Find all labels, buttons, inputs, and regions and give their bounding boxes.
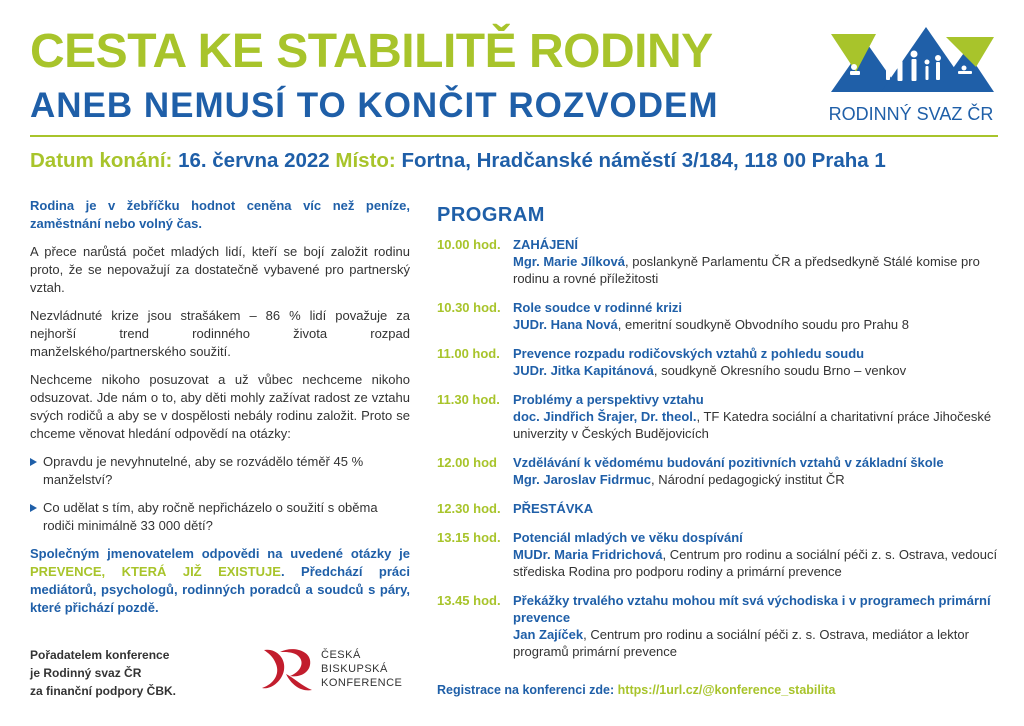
- program-time: 10.30 hod.: [437, 300, 501, 315]
- cbk-logo-icon: [256, 644, 316, 694]
- program-list: [437, 236, 1002, 672]
- program-speaker: Mgr. Jaroslav Fidrmuc: [513, 472, 651, 487]
- program-topic: ZAHÁJENÍ: [513, 237, 579, 252]
- registration-link[interactable]: https://1url.cz/@konference_stabilita: [617, 683, 836, 697]
- registration-label: Registrace na konferenci zde:: [437, 683, 615, 697]
- program-item: [437, 236, 1002, 287]
- intro-paragraph: A přece narůstá počet mladých lidí, kteří se bojí založit rodinu proto, že se nepovažují za dostatečně vybavené pro partnerský vztah.: [30, 244, 410, 295]
- program-time: 13.15 hod.: [437, 530, 501, 545]
- question-bullet: Opravdu je nevyhnutelné, aby se rozvádělo téměř 45 % manželství?: [30, 453, 410, 489]
- logo-text: RODINNÝ SVAZ ČR: [828, 104, 994, 124]
- program-topic: Překážky trvalého vztahu mohou mít svá východiska i v programech primární prevence: [513, 593, 991, 625]
- page-subtitle: ANEB NEMUSÍ TO KONČIT ROZVODEM: [30, 86, 719, 125]
- organizer-line: Pořadatelem konference: [30, 648, 170, 662]
- page-title: CESTA KE STABILITĚ RODINY: [30, 25, 713, 78]
- program-heading: PROGRAM: [437, 204, 545, 226]
- cbk-name: [321, 648, 402, 690]
- program-topic: Vzdělávání k vědomému budování pozitivních vztahů v základní škole: [513, 455, 944, 470]
- prevention-highlight: PREVENCE, KTERÁ JIŽ EXISTUJE: [30, 564, 281, 579]
- program-topic: PŘESTÁVKA: [513, 501, 594, 516]
- program-time: 12.30 hod.: [437, 501, 501, 516]
- date-value: 16. června 2022: [178, 149, 330, 172]
- program-item: [437, 391, 1002, 442]
- header-divider: [30, 135, 998, 137]
- event-info: [30, 149, 886, 173]
- cbk-line: ČESKÁ: [321, 649, 361, 661]
- program-item: [437, 345, 1002, 379]
- program-speaker: Mgr. Marie Jílková: [513, 254, 625, 269]
- program-desc: , poslankyně Parlamentu ČR a předsedkyně Stálé komise pro rodinu a rovné příležitosti: [513, 254, 980, 286]
- organizer-line: je Rodinný svaz ČR: [30, 666, 142, 680]
- program-desc: , Národní pedagogický institut ČR: [651, 472, 845, 487]
- conclusion-text-end: . Předchází práci mediátorů, psychologů, rodinných poradců a soudců s páry, které přichází pozdě.: [30, 564, 410, 615]
- program-time: 10.00 hod.: [437, 237, 501, 252]
- intro-paragraph: Nechceme nikoho posuzovat a už vůbec nechceme nikoho odsuzovat. Jde nám o to, aby děti mohly zažívat radost ze vztahu svých rodičů a aby se v dospělosti nebály rodinu založit. Proto se chceme věnovat hledání odpovědí na otázky:: [30, 372, 410, 441]
- registration-line: [437, 683, 835, 697]
- intro-text: [30, 197, 410, 627]
- program-speaker: JUDr. Hana Nová: [513, 317, 618, 332]
- program-speaker: JUDr. Jitka Kapitánová: [513, 363, 654, 378]
- program-topic: Potenciál mladých ve věku dospívání: [513, 530, 743, 545]
- family-triangle-logo-icon: [826, 22, 996, 102]
- organizer-line: za finanční podpory ČBK.: [30, 684, 177, 698]
- program-speaker: doc. Jindřich Šrajer, Dr. theol.: [513, 409, 697, 424]
- program-speaker: MUDr. Maria Fridrichová: [513, 547, 663, 562]
- conclusion-text: Společným jmenovatelem odpovědi na uvedené otázky je: [30, 546, 410, 561]
- program-desc: , soudkyně Okresního soudu Brno – venkov: [653, 363, 907, 378]
- program-topic: Problémy a perspektivy vztahu: [513, 392, 704, 407]
- place-label: Místo:: [335, 149, 396, 172]
- place-value: Fortna, Hradčanské náměstí 3/184, 118 00 Praha 1: [401, 149, 886, 172]
- program-desc: , Centrum pro rodinu a sociální péči z. s. Ostrava, mediátor a lektor programů primární prevence: [513, 627, 969, 659]
- program-desc: , TF Katedra sociální a charitativní práce Jihočeské univerzity v Českých Budějovicích: [513, 409, 992, 441]
- program-desc: , emeritní soudkyně Obvodního soudu pro Prahu 8: [617, 317, 910, 332]
- organizer-note: [30, 646, 176, 700]
- program-item: [437, 454, 1002, 488]
- intro-paragraph: Nezvládnuté krize jsou strašákem – 86 % lidí považuje za nejhorší trend rodinného života rozpad manželského/partnerského soužití.: [30, 308, 410, 359]
- program-topic: Prevence rozpadu rodičovských vztahů z pohledu soudu: [513, 346, 865, 361]
- question-bullet: Co udělat s tím, aby ročně nepřicházelo o soužití s oběma rodiči minimálně 33 000 dětí?: [30, 499, 410, 535]
- program-item: [437, 592, 1002, 660]
- cbk-line: KONFERENCE: [321, 677, 403, 689]
- program-topic: Role soudce v rodinné krizi: [513, 300, 683, 315]
- program-desc: , Centrum pro rodinu a sociální péči z. s. Ostrava, vedoucí střediska Rodina pro podporu rodiny a primární prevence: [513, 547, 998, 579]
- program-item: [437, 500, 1002, 517]
- program-item: [437, 529, 1002, 580]
- program-time: 12.00 hod: [437, 455, 497, 470]
- intro-paragraph: Rodina je v žebříčku hodnot ceněna víc než peníze, zaměstnání nebo volný čas.: [30, 198, 410, 231]
- program-time: 11.00 hod.: [437, 346, 500, 361]
- program-time: 11.30 hod.: [437, 392, 500, 407]
- rodinny-svaz-logo: [826, 22, 996, 130]
- date-label: Datum konání:: [30, 149, 173, 172]
- program-speaker: Jan Zajíček: [513, 627, 584, 642]
- cbk-line: BISKUPSKÁ: [321, 663, 388, 675]
- program-time: 13.45 hod.: [437, 593, 501, 608]
- conclusion-paragraph: [30, 545, 410, 617]
- program-item: [437, 299, 1002, 333]
